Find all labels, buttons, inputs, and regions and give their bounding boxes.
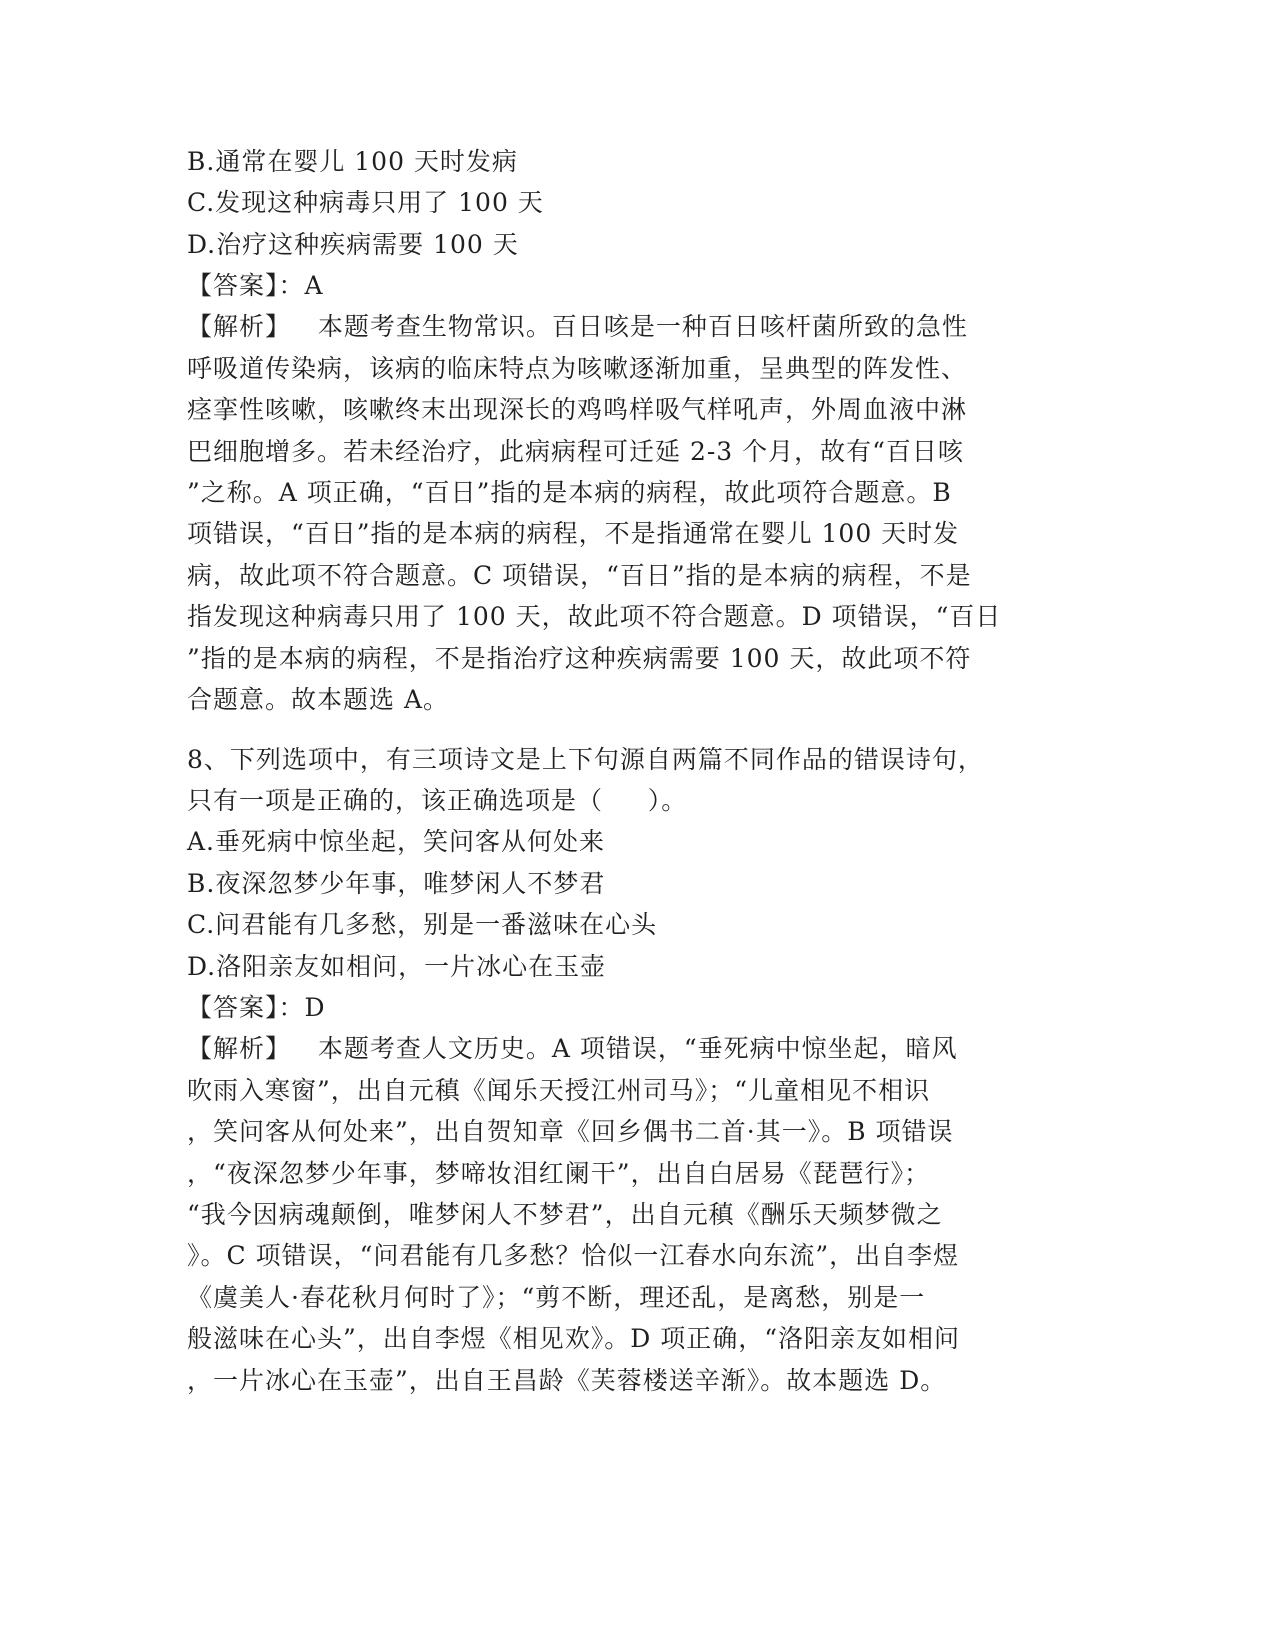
q8-option-d: D.洛阳亲友如相问，一片冰心在玉壶 bbox=[187, 952, 607, 981]
q7-option-c: C.发现这种病毒只用了 100 天 bbox=[187, 188, 544, 217]
q8-analysis-line: ，笑问客从何处来”，出自贺知章《回乡偶书二首·其一》。B 项错误 bbox=[187, 1117, 954, 1146]
q7-option-d: D.治疗这种疾病需要 100 天 bbox=[187, 230, 519, 259]
q8-analysis-line: 般滋味在心头”，出自李煜《相见欢》。D 项正确，“洛阳亲友如相问 bbox=[187, 1324, 961, 1353]
q7-analysis-line: ”指的是本病的病程，不是指治疗这种疾病需要 100 天，故此项不符 bbox=[187, 644, 972, 673]
q8-question-line: 8、下列选项中，有三项诗文是上下句源自两篇不同作品的错误诗句， bbox=[187, 745, 984, 774]
q8-analysis-line: 吹雨入寒窗”，出自元稹《闻乐天授江州司马》；“儿童相见不相识 bbox=[187, 1076, 931, 1105]
q8-analysis-line: “我今因病魂颠倒，唯梦闲人不梦君”，出自元稹《酬乐天频梦微之 bbox=[187, 1200, 943, 1229]
q8-analysis-line: 》。C 项错误，“问君能有几多愁？恰似一江春水向东流”，出自李煜 bbox=[187, 1241, 960, 1270]
q7-analysis-line: 病，故此项不符合题意。C 项错误，“百日”指的是本病的病程，不是 bbox=[187, 561, 972, 590]
q8-analysis-line: ，“夜深忽梦少年事，梦啼妆泪红阑干”，出自白居易《琵琶行》； bbox=[187, 1159, 931, 1188]
q7-analysis-line: 指发现这种病毒只用了 100 天，故此项不符合题意。D 项错误，“百日 bbox=[187, 602, 1002, 631]
q8-analysis-line: ，一片冰心在玉壶”，出自王昌龄《芙蓉楼送辛渐》。故本题选 D。 bbox=[187, 1366, 947, 1395]
q7-analysis-line: 痉挛性咳嗽，咳嗽终末出现深长的鸡鸣样吸气样吼声，外周血液中淋 bbox=[187, 395, 968, 424]
q8-option-b: B.夜深忽梦少年事，唯梦闲人不梦君 bbox=[187, 869, 606, 898]
q8-question-line: 只有一项是正确的，该正确选项是（ ）。 bbox=[187, 786, 688, 815]
q7-analysis-line: 合题意。故本题选 A。 bbox=[187, 685, 450, 714]
q8-analysis-line: 【解析】 本题考查人文历史。A 项错误，“垂死病中惊坐起，暗风 bbox=[187, 1034, 958, 1063]
q7-analysis-line: 【解析】 本题考查生物常识。百日咳是一种百日咳杆菌所致的急性 bbox=[187, 312, 968, 341]
q8-option-a: A.垂死病中惊坐起，笑问客从何处来 bbox=[187, 827, 606, 856]
q8-analysis-line: 《虞美人·春花秋月何时了》；“剪不断，理还乱，是离愁，别是一 bbox=[187, 1283, 926, 1312]
q7-analysis-line: 巴细胞增多。若未经治疗，此病病程可迁延 2-3 个月，故有“百日咳 bbox=[187, 437, 964, 466]
q8-option-c: C.问君能有几多愁，别是一番滋味在心头 bbox=[187, 910, 658, 939]
q7-analysis-line: 呼吸道传染病，该病的临床特点为咳嗽逐渐加重，呈典型的阵发性、 bbox=[187, 354, 968, 383]
q7-option-b: B.通常在婴儿 100 天时发病 bbox=[187, 147, 518, 176]
q7-analysis-line: 项错误，“百日”指的是本病的病程，不是指通常在婴儿 100 天时发 bbox=[187, 519, 960, 548]
q7-analysis-line: ”之称。A 项正确，“百日”指的是本病的病程，故此项符合题意。B bbox=[187, 478, 952, 507]
q7-answer: 【答案】：A bbox=[187, 271, 324, 300]
q8-answer: 【答案】：D bbox=[187, 993, 326, 1022]
